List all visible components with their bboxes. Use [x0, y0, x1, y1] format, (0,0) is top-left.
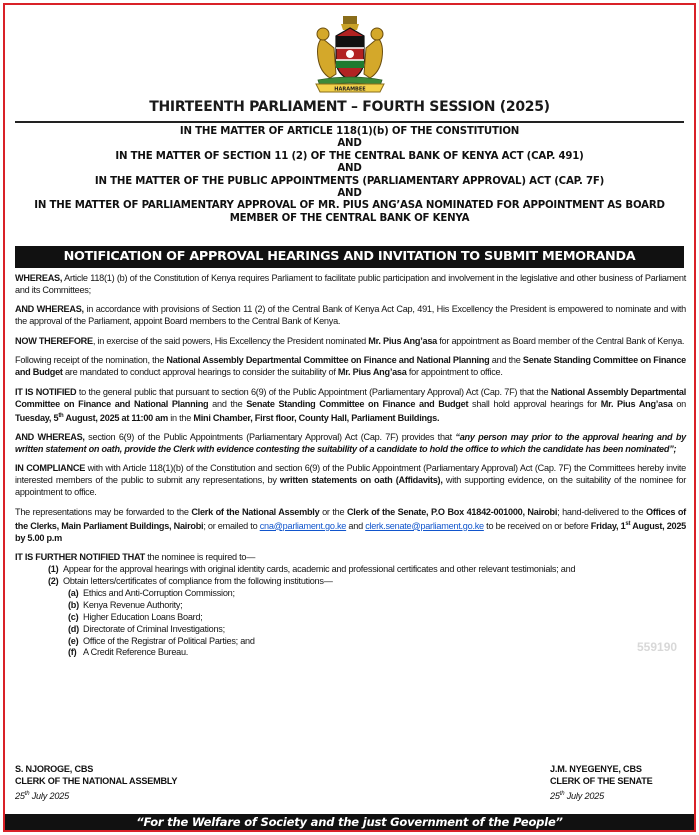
- matter-and: AND: [337, 188, 362, 200]
- paragraph-section-6-9: AND WHEREAS, section 6(9) of the Public Appointments (Parliamentary Approval) Act (Cap. 7F) provides that “any person may prior to the approval hearing and by written statement on oath, provide the Clerk with evidence contesting the suitability of a candidate to hold the office to which the candidate has been nominated”;: [15, 432, 686, 454]
- matter-line: IN THE MATTER OF SECTION 11 (2) OF THE CENTRAL BANK OF KENYA ACT (CAP. 491): [115, 150, 584, 162]
- notice-body: [15, 273, 686, 659]
- email-link-cna[interactable]: cna@parliament.go.ke: [259, 520, 347, 531]
- matter-line: IN THE MATTER OF ARTICLE 118(1)(b) OF THE CONSTITUTION: [179, 126, 520, 137]
- paragraph-whereas: WHEREAS, Article 118(1) (b) of the Constitution of Kenya requires Parliament to facilitate public participation and involvement in the legislative and other business of Parliament and its Committees;: [15, 273, 686, 295]
- paragraph-it-is-notified: IT IS NOTIFIED to the general public that pursuant to section 6(9) of the Public Appointment (Parliamentary Approval) Act (Cap. 7F) that the National Assembly Departmental Committee on Finance and National Planning and the Senate Standing Committee on Finance and Budget shall hold approval hearings for Mr. Pius Ang’asa on Tuesday, 5th August, 2025 at 11:00 am in the Mini Chamber, First floor, County Hall, Parliament Buildings.: [15, 386, 687, 423]
- crest-motto: HARAMBEE: [334, 86, 366, 93]
- email-link-senate[interactable]: clerk.senate@parliament.go.ke: [365, 520, 484, 531]
- paragraph-in-compliance: IN COMPLIANCE with with Article 118(1)(b) of the Constitution and section 6(9) of the Public Appointment (Parliamentary Approval) Act (Cap. 7F) the Committees hereby invite interested members of the public to submit any representations, by written statements on oath (Affidavits), with supporting evidence, on the suitability of the nominee for appointment to office.: [15, 463, 687, 498]
- list-item: (2) Obtain letters/certificates of compliance from the following institutions— (a) Ethics and Anti-Corruption Commission; (b) Kenya Revenue Authority; (c) Higher Education Loans Board; (d) Directorate of Criminal Investigations; (e) Office of the Registrar of Political Parties; and (f) A Credit Reference Bureau.: [48, 576, 686, 659]
- reference-number: 559190: [637, 640, 678, 654]
- paragraph-committees: Following receipt of the nomination, the National Assembly Departmental Committee on Finance and National Planning and the Senate Standing Committee on Finance and Budget are mandated to conduct approval hearings to consider the suitability of Mr. Pius Ang’asa for appointment to office.: [15, 355, 686, 378]
- requirements-list: [15, 564, 686, 659]
- paragraph-representations: The representations may be forwarded to the Clerk of the National Assembly or the Clerk of the Senate, P.O Box 41842-001000, Nairobi; hand-delivered to the Offices of the Clerks, Main Parliament Buildings, Nairobi; or emailed to cna@parliament.go.ke and clerk.senate@parliament.go.ke to be received on or before Friday, 1st August, 2025 by 5.00 p.m: [15, 506, 687, 543]
- signature-right: J.M. NYEGENYE, CBS CLERK OF THE SENATE 25th July 2025: [550, 764, 653, 801]
- institutions-list: [48, 588, 686, 659]
- matter-line: IN THE MATTER OF PARLIAMENTARY APPROVAL OF MR. PIUS ANG’ASA NOMINATED FOR APPOINTMENT AS BOARD MEMBER OF THE CENTRAL BANK OF KENYA: [34, 200, 665, 224]
- session-title: THIRTEENTH PARLIAMENT – FOURTH SESSION (2025): [149, 99, 550, 115]
- matter-and: AND: [337, 163, 362, 175]
- list-item: (d) Directorate of Criminal Investigations;: [68, 623, 225, 634]
- paragraph-now-therefore: NOW THEREFORE, in exercise of the said powers, His Excellency the President nominated Mr. Pius Ang’asa for appointment as Board member of the Central Bank of Kenya.: [15, 335, 685, 346]
- notification-banner: NOTIFICATION OF APPROVAL HEARINGS AND INVITATION TO SUBMIT MEMORANDA: [15, 246, 684, 268]
- list-item: (c) Higher Education Loans Board;: [68, 611, 203, 622]
- paragraph-further-notified: IT IS FURTHER NOTIFIED THAT the nominee is required to—: [15, 552, 256, 563]
- list-item: (a) Ethics and Anti-Corruption Commission;: [68, 587, 235, 598]
- matters-block: [15, 126, 684, 225]
- signature-left: S. NJOROGE, CBS CLERK OF THE NATIONAL ASSEMBLY 25th July 2025: [15, 764, 178, 801]
- title-divider: [15, 121, 684, 123]
- list-item: (f) A Credit Reference Bureau.: [68, 647, 189, 658]
- matter-and: AND: [337, 138, 362, 150]
- list-item: (b) Kenya Revenue Authority;: [68, 599, 183, 610]
- list-item: (1) Appear for the approval hearings with original identity cards, academic and professional certificates and other relevant testimonials; and: [48, 564, 576, 575]
- footer-motto: “For the Welfare of Society and the just Government of the People”: [5, 814, 694, 830]
- paragraph-and-whereas: AND WHEREAS, in accordance with provisions of Section 11 (2) of the Central Bank of Kenya Act Cap, 491, His Excellency the President is empowered to nominate and with the approval of the Parliament, appoint Board members to the Central Bank of Kenya.: [15, 304, 686, 327]
- matter-line: IN THE MATTER OF THE PUBLIC APPOINTMENTS (PARLIAMENTARY APPROVAL) ACT (CAP. 7F): [94, 175, 605, 187]
- kenya-coat-of-arms-icon: [308, 14, 392, 96]
- list-item: (e) Office of the Registrar of Political Parties; and: [68, 635, 255, 646]
